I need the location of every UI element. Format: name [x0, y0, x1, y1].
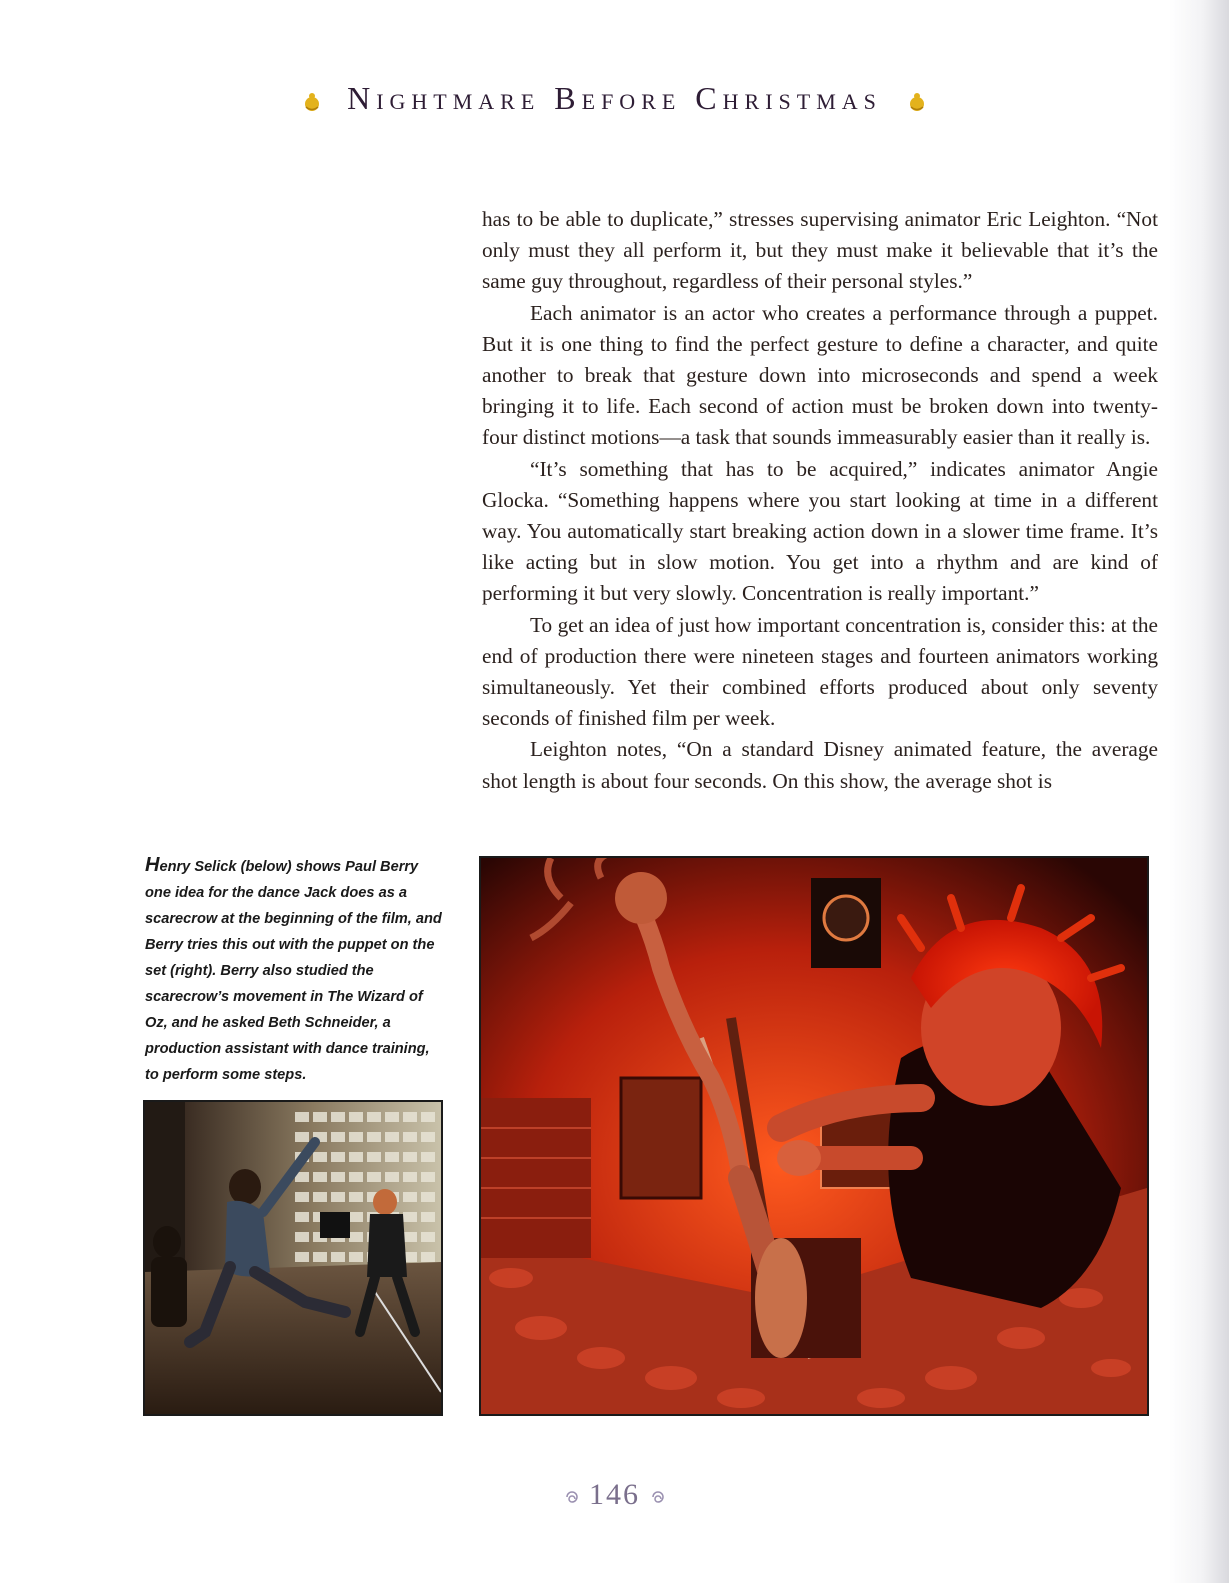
page-folio: [0, 1478, 1229, 1512]
book-title: Nightmare Before Christmas: [347, 80, 882, 116]
photo-caption: [145, 852, 445, 1088]
paragraph-4: To get an idea of just how important concentration is, consider this: at the end of production there were nineteen stages and fourteen animators working simultaneously. Yet their combined efforts produced about only seventy seconds of finished film per week.: [482, 612, 1158, 731]
rehearsal-photo: [143, 1100, 443, 1416]
caption-text: enry Selick (below) shows Paul Berry one idea for the dance Jack does as a scarecrow at the beginning of the film, and Berry tries this out with the puppet on the set (right). Berry also studied the scarecrow’s movement in The Wizard of Oz, and he asked Beth Schneider, a production assistant with dance training, to perform some steps.: [145, 859, 442, 1083]
running-head: [0, 80, 1229, 117]
animator-puppet-photo: [479, 856, 1149, 1416]
swirl-right-icon: [650, 1489, 666, 1505]
ornament-right-icon: [906, 91, 928, 113]
paragraph-2: Each animator is an actor who creates a performance through a puppet. But it is one thing to find the perfect gesture to define a character, and quite another to break that gesture down into microseconds and spend a week bringing it to life. Each second of action must be broken down into twenty-four distinct motions—a task that sounds immeasurably easier than it really is.: [482, 300, 1158, 450]
paragraph-3: “It’s something that has to be acquired,” indicates animator Angie Glocka. “Something happens where you start looking at time in a different way. You automatically start breaking action down in a slower time frame. It’s like acting but in slow motion. You get into a rhythm and are kind of performing it but very slowly. Concentration is really important.”: [482, 456, 1158, 606]
page-number: 146: [589, 1478, 640, 1511]
paragraph-1: has to be able to duplicate,” stresses supervising animator Eric Leighton. “Not only must they all perform it, but they must make it believable that it’s the same guy throughout, regardless of their personal styles.”: [482, 207, 1158, 294]
ornament-left-icon: [301, 91, 323, 113]
page-edge-shadow: [1169, 0, 1229, 1583]
body-text: [482, 204, 1158, 797]
caption-dropcap: H: [145, 854, 160, 876]
swirl-left-icon: [564, 1489, 580, 1505]
paragraph-5: Leighton notes, “On a standard Disney animated feature, the average shot length is about four seconds. On this show, the average shot is: [482, 737, 1158, 793]
